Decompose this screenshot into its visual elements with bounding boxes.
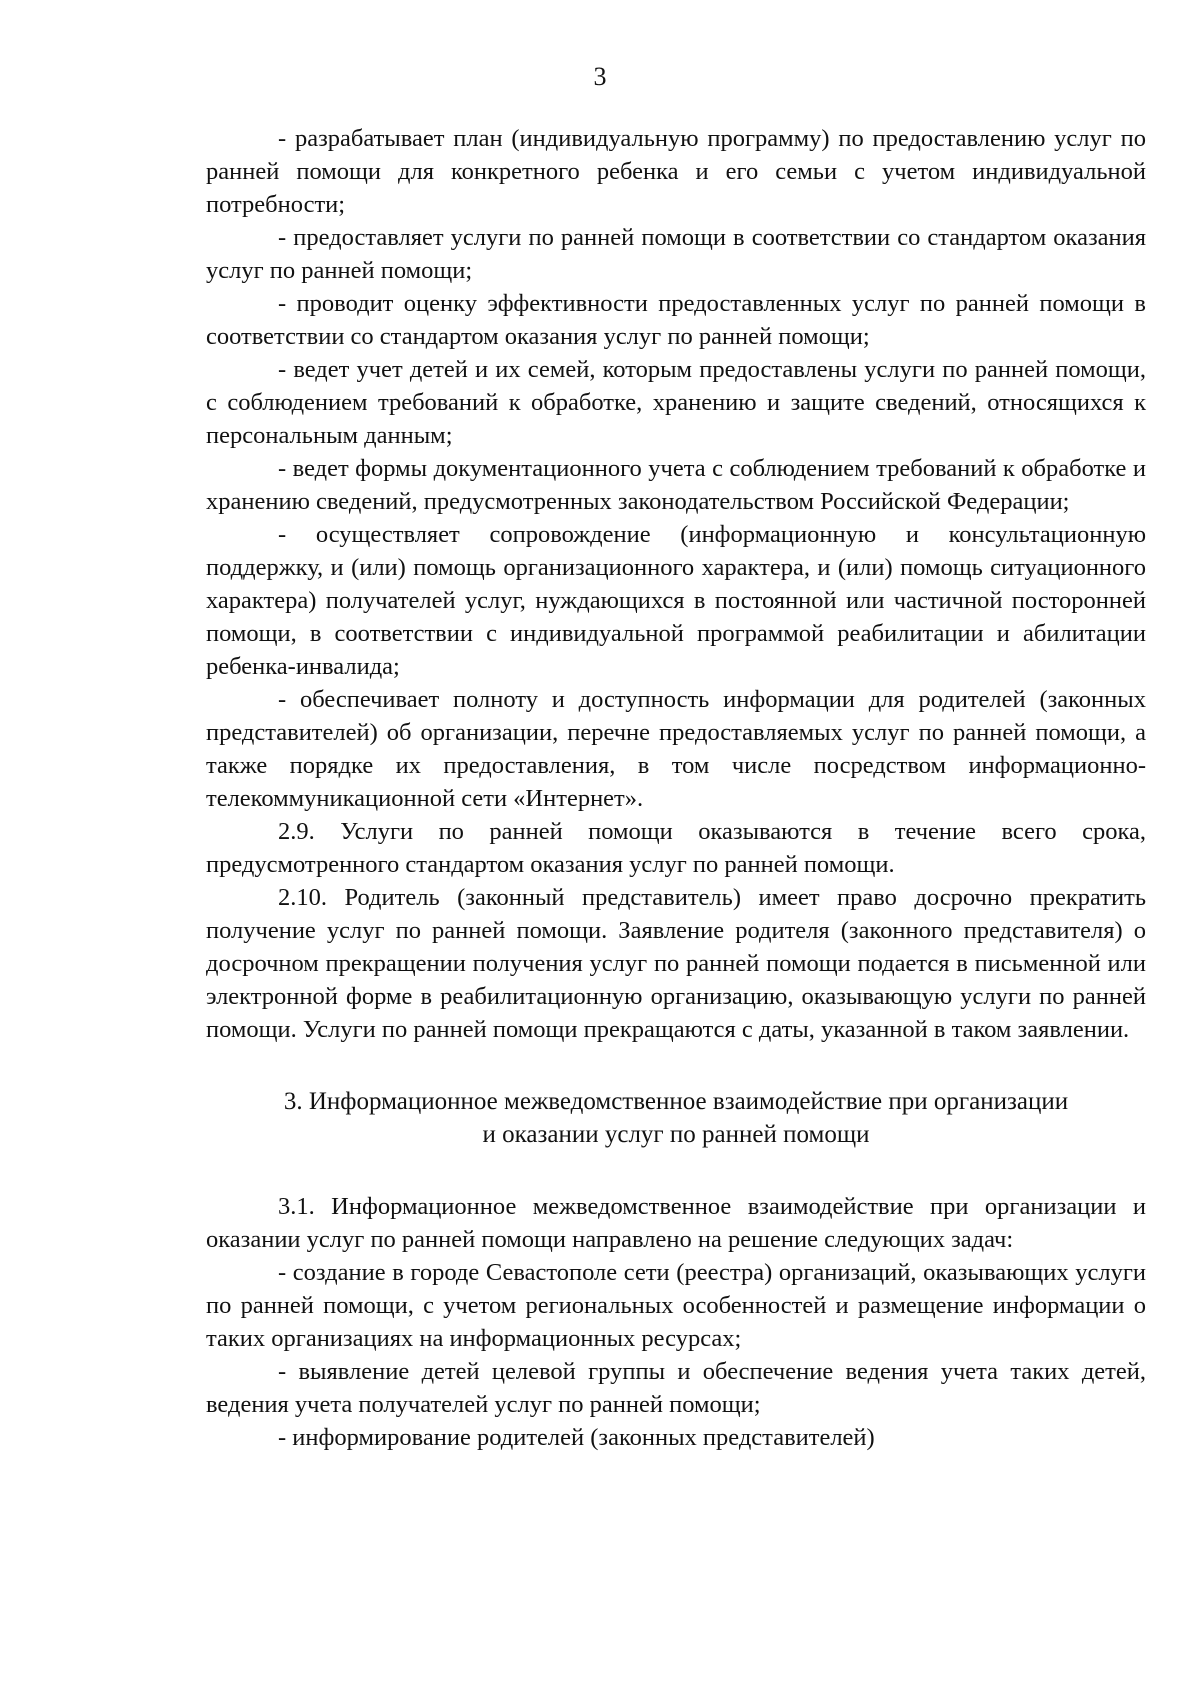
list-item-information-access: - обеспечивает полноту и доступность информации для родителей (законных представителей) об организации, перечне предоставляемых услуг по ранней помощи, а также порядке их предоставления, в том числе посредством информационно-телекоммуникационной сети «Интернет». <box>206 686 1146 812</box>
clause-2-9: 2.9. Услуги по ранней помощи оказываются в течение всего срока, предусмотренного стандартом оказания услуг по ранней помощи. <box>206 818 1146 878</box>
list-item-evaluate-effectiveness: - проводит оценку эффективности предоставленных услуг по ранней помощи в соответствии со стандартом оказания услуг по ранней помощи; <box>206 290 1146 350</box>
section-3-heading <box>206 1085 1146 1151</box>
section-3-heading-line-1: 3. Информационное межведомственное взаимодействие при организации <box>283 1088 1069 1115</box>
clause-3-1: 3.1. Информационное межведомственное взаимодействие при организации и оказании услуг по ранней помощи направлено на решение следующих задач: <box>206 1193 1146 1253</box>
document-body <box>206 122 1146 1454</box>
list-item-record-children: - ведет учет детей и их семей, которым предоставлены услуги по ранней помощи, с соблюдением требований к обработке, хранению и защите сведений, относящихся к персональным данным; <box>206 356 1146 449</box>
list-item-document-forms: - ведет формы документационного учета с соблюдением требований к обработке и хранению сведений, предусмотренных законодательством Российской Федерации; <box>206 455 1146 515</box>
list-item-provide-services: - предоставляет услуги по ранней помощи в соответствии со стандартом оказания услуг по ранней помощи; <box>206 224 1146 284</box>
list-item-support: - осуществляет сопровождение (информационную и консультационную поддержку, и (или) помощь организационного характера, и (или) помощь ситуационного характера) получателей услуг, нуждающихся в постоянной или частичной посторонней помощи, в соответствии с индивидуальной программой реабилитации и абилитации ребенка-инвалида; <box>206 521 1146 680</box>
list-item-identification: - выявление детей целевой группы и обеспечение ведения учета таких детей, ведения учета получателей услуг по ранней помощи; <box>206 1358 1146 1418</box>
clause-2-10: 2.10. Родитель (законный представитель) имеет право досрочно прекратить получение услуг по ранней помощи. Заявление родителя (законного представителя) о досрочном прекращении получения услуг по ранней помощи подается в письменной или электронной форме в реабилитационную организацию, оказывающую услуги по ранней помощи. Услуги по ранней помощи прекращаются с даты, указанной в таком заявлении. <box>206 884 1146 1043</box>
list-item-develop-plan: - разрабатывает план (индивидуальную программу) по предоставлению услуг по ранней помощи для конкретного ребенка и его семьи с учетом индивидуальной потребности; <box>206 125 1146 218</box>
list-item-registry: - создание в городе Севастополе сети (реестра) организаций, оказывающих услуги по ранней помощи, с учетом региональных особенностей и размещение информации о таких организациях на информационных ресурсах; <box>206 1259 1146 1352</box>
page-number: 3 <box>593 62 607 91</box>
section-3-heading-line-2: и оказании услуг по ранней помощи <box>482 1121 870 1148</box>
list-item-informing-parents: - информирование родителей (законных представителей) <box>278 1424 875 1451</box>
